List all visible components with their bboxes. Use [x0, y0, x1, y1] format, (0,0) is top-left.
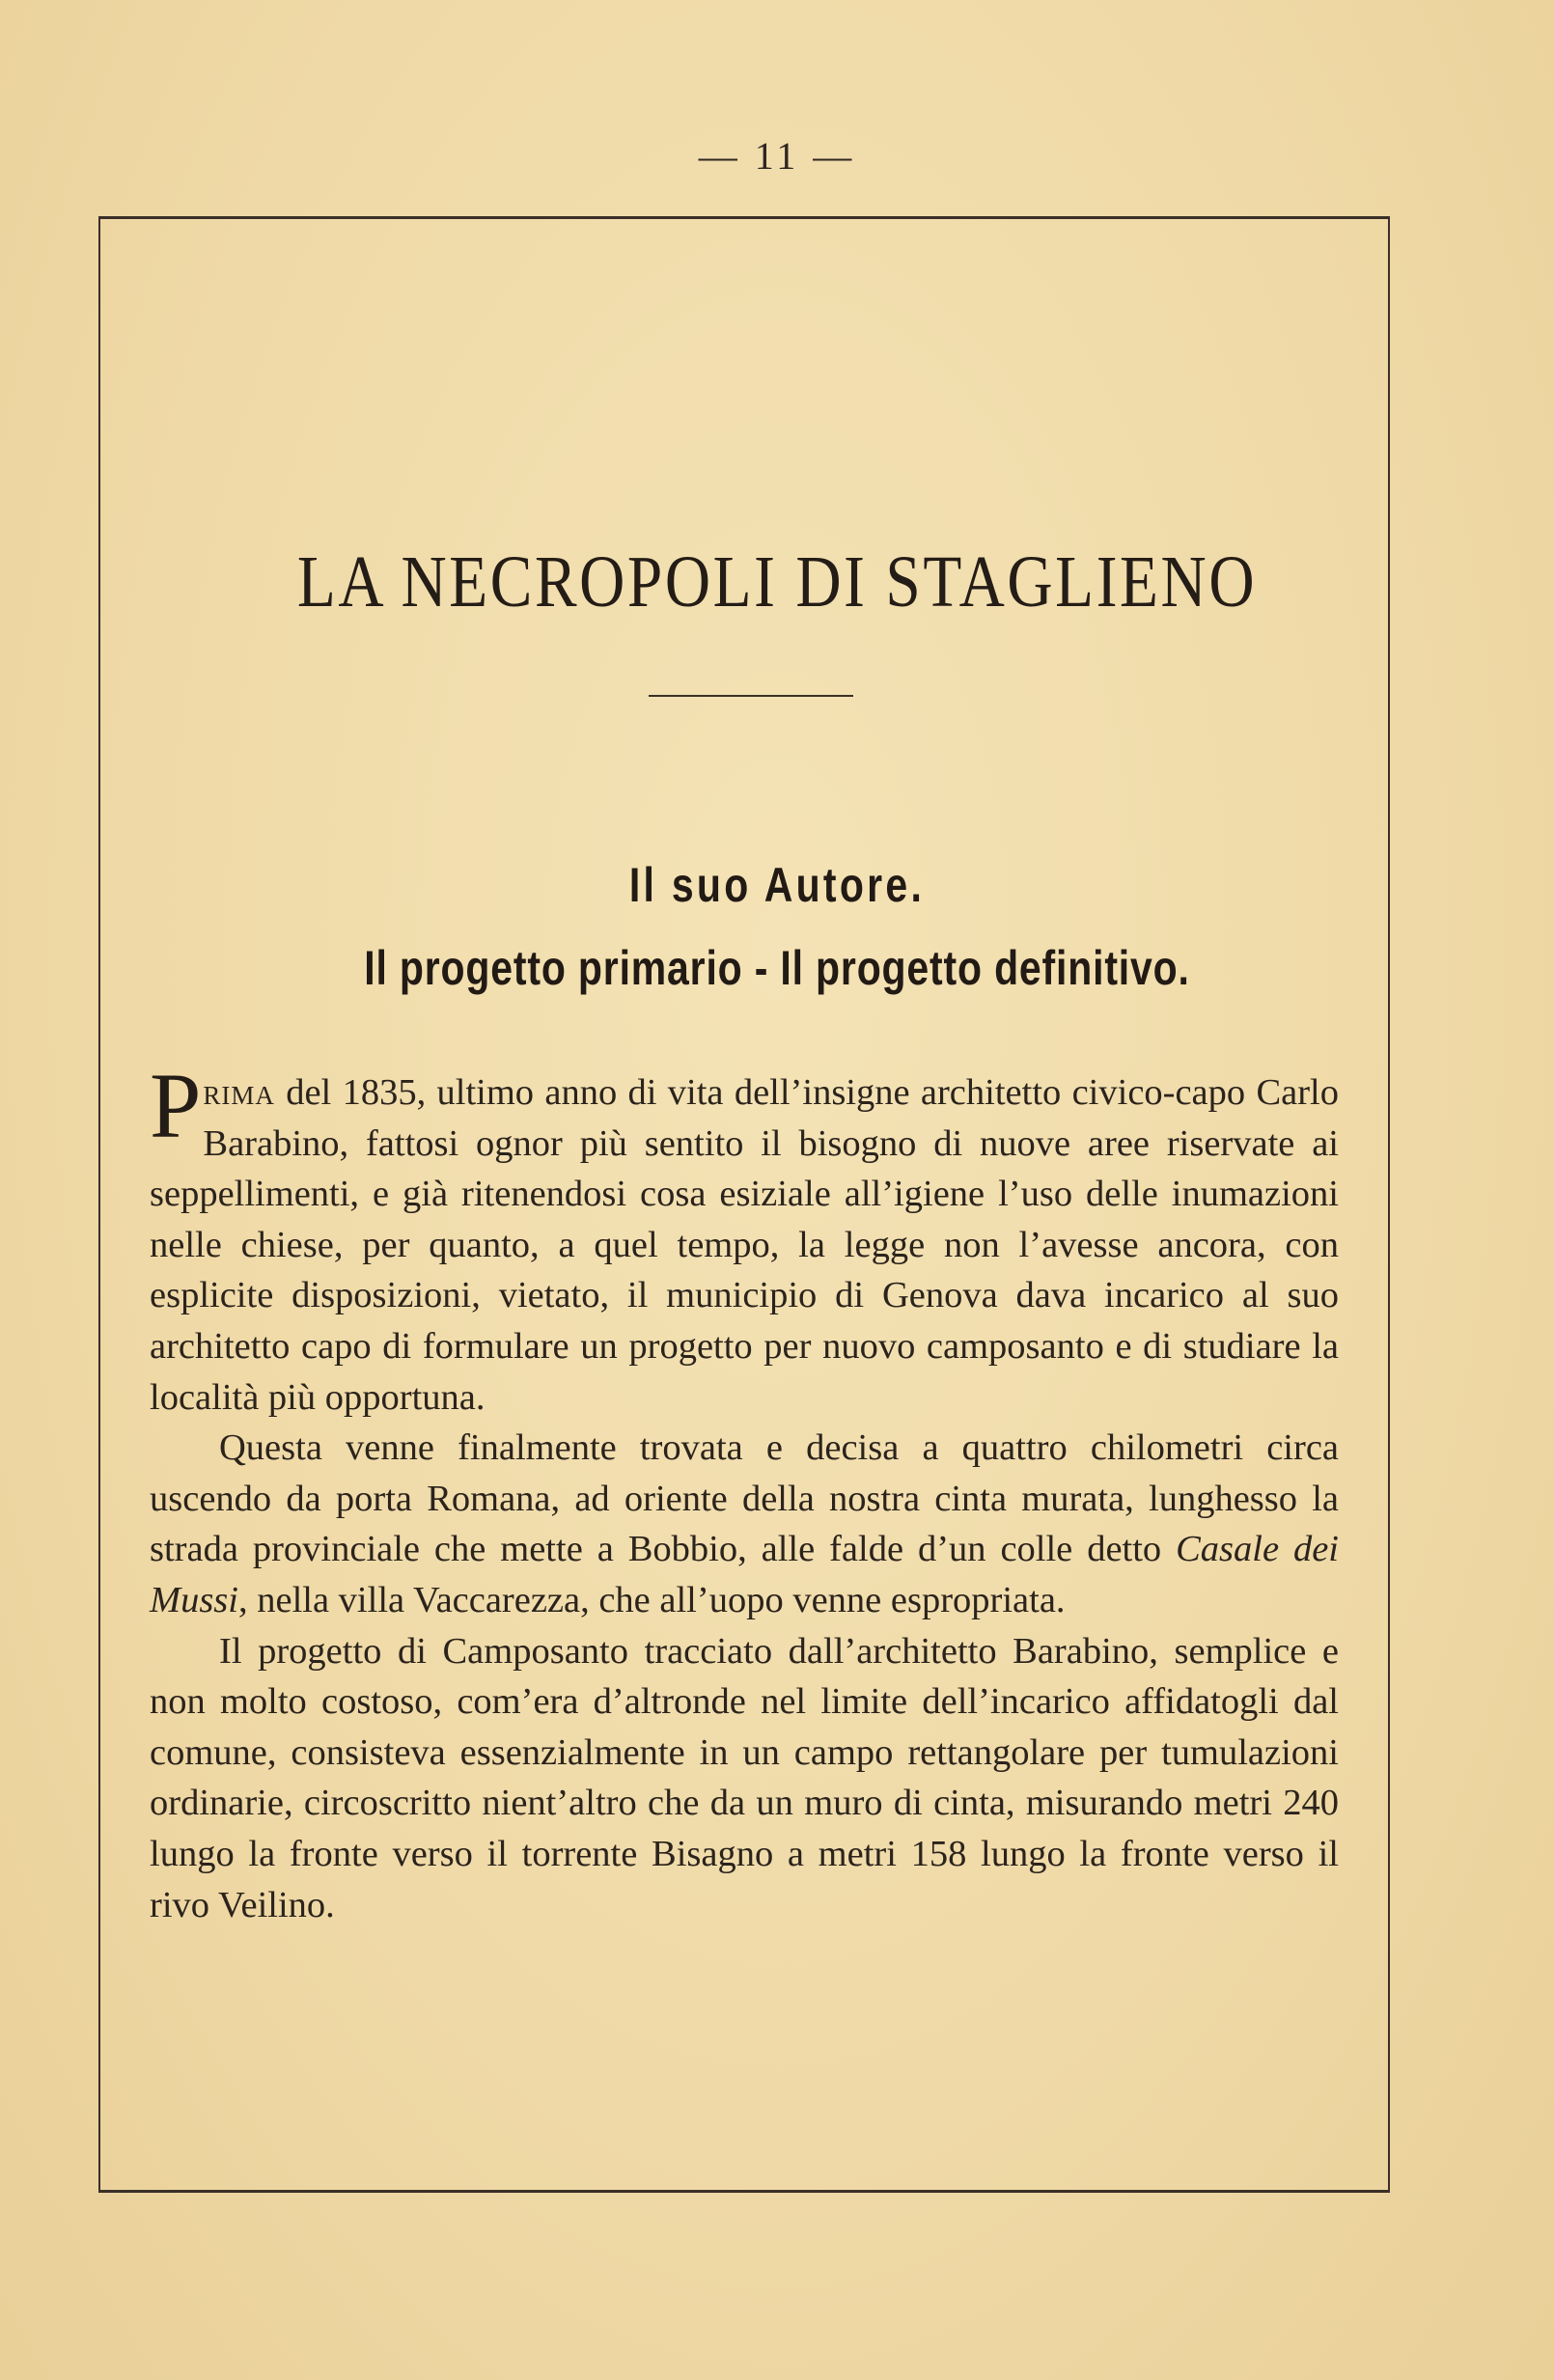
paragraph-1	[150, 1054, 1339, 1423]
paragraph-3	[150, 1626, 1339, 1931]
section-subtitle-author: Il suo Autore.	[628, 858, 926, 912]
chapter-title: LA NECROPOLI DI STAGLIENO	[296, 541, 1258, 623]
title-divider	[649, 695, 853, 697]
paragraph-1-text: del 1835, ultimo anno di vita dell’insigne architetto civico-capo Carlo Barabino, fattosi ognor più sentito il bisogno di nuove aree riservate ai seppellimenti, e già ritenendosi cosa esiziale all’igiene l’uso delle inumazioni nelle chiese, per quanto, a quel tempo, la legge non l’avesse ancora, con esplicite disposizioni, vietato, il municipio di Genova dava incarico al suo architetto capo di formulare un progetto per nuovo camposanto e di studiare la località più opportuna.	[150, 1072, 1339, 1418]
paragraph-1-opening-word: rima	[203, 1072, 275, 1113]
paragraph-2	[150, 1423, 1339, 1625]
place-name-italic: Casale dei Mussi	[150, 1529, 1339, 1620]
drop-cap: P	[150, 1054, 202, 1157]
paragraph-2-text-after: , nella villa Vaccarezza, che all’uopo venne espropriata.	[237, 1579, 1066, 1620]
paragraph-3-text: Il progetto di Camposanto tracciato dall’architetto Barabino, semplice e non molto costoso, com’era d’altronde nel limite dell’incarico affidatogli dal comune, consisteva essenzialmente in un campo rettangolare per tumulazioni ordinarie, circoscritto nient’altro che da un muro di cinta, misurando metri 240 lungo la fronte verso il torrente Bisagno a metri 158 lungo la fronte verso il rivo Veilino.	[150, 1630, 1339, 1925]
section-subtitle-projects: Il progetto primario - Il progetto definitivo.	[364, 941, 1190, 995]
body-text	[150, 1054, 1339, 1930]
page-number: — 11 —	[698, 134, 856, 178]
paragraph-2-text-before: Questa venne finalmente trovata e decisa a quattro chilometri circa uscendo da porta Romana, ad oriente della nostra cinta murata, lunghesso la strada provinciale che mette a Bobbio, alle falde d’un colle detto	[150, 1427, 1339, 1570]
